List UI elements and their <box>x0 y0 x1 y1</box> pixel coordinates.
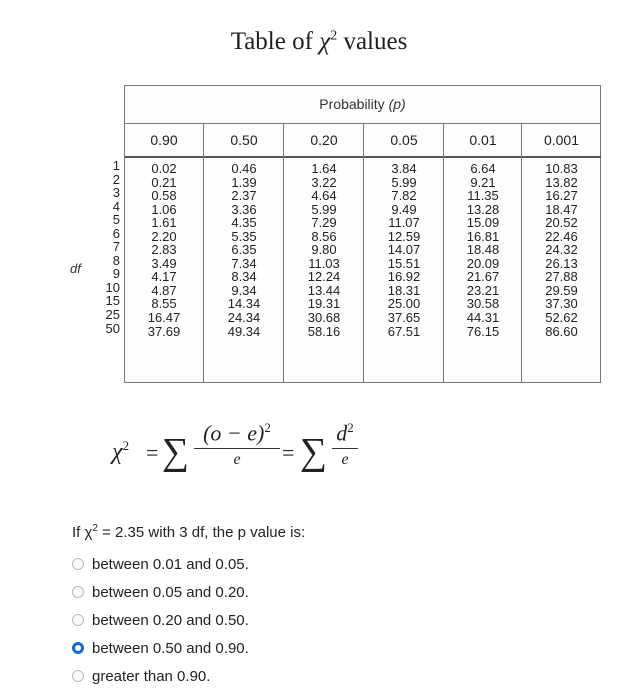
table-cell: 5.99 <box>391 174 417 190</box>
fraction-2-numerator: d <box>336 420 348 446</box>
table-cell: 13.82 <box>545 174 578 190</box>
table-cell: 5.35 <box>231 228 257 244</box>
answer-option-label: greater than 0.90. <box>92 667 211 685</box>
table-cell: 0.02 <box>151 161 177 176</box>
column-header: 0.20 <box>284 123 364 158</box>
table-cell: 19.31 <box>307 296 341 312</box>
table-cell: 8.55 <box>151 296 177 312</box>
table-cell: 49.34 <box>227 323 261 339</box>
table-cell: 24.32 <box>545 242 578 258</box>
formula-equals-2: = <box>282 440 295 465</box>
table-cell: 12.24 <box>307 269 341 285</box>
table-cell: 21.67 <box>466 269 500 285</box>
df-column <box>96 159 120 335</box>
table-cell: 3.36 <box>231 201 257 217</box>
column-header: 0.50 <box>204 123 284 158</box>
fraction-1-denominator: e <box>233 451 241 469</box>
df-value: 25 <box>105 307 120 323</box>
table-cell: 44.31 <box>466 310 500 326</box>
df-value: 9 <box>112 266 120 282</box>
probability-symbol: (p) <box>388 96 406 112</box>
table-cell: 1.39 <box>231 174 257 190</box>
column-header: 0.05 <box>364 123 444 158</box>
table-cell: 11.07 <box>388 215 420 231</box>
title-power: 2 <box>330 28 338 44</box>
table-cell: 30.68 <box>307 310 341 326</box>
prob-column <box>521 123 601 382</box>
title-suffix: values <box>343 28 408 55</box>
formula-lhs: $\chi^2$ <box>112 438 130 465</box>
df-value: 10 <box>105 279 120 295</box>
table-cell: 4.87 <box>151 282 177 298</box>
table-cell: 16.81 <box>466 228 500 244</box>
table-cell: 0.21 <box>151 174 177 190</box>
table-cell: 76.15 <box>466 323 500 339</box>
table-cell: 13.44 <box>307 282 341 298</box>
table-cell: 13.28 <box>466 201 500 217</box>
table-cell: 37.30 <box>545 296 578 312</box>
answer-option-label: between 0.20 and 0.50. <box>92 611 249 629</box>
table-cell: 16.27 <box>545 188 578 204</box>
table-cell: 37.65 <box>387 310 421 326</box>
table-cell: 9.34 <box>231 282 257 298</box>
table-cell: 4.64 <box>311 188 337 204</box>
column-header: 0.01 <box>444 123 522 158</box>
table-cell: 3.22 <box>311 174 337 190</box>
sigma-1: ∑ <box>162 431 190 473</box>
chi-square-table <box>124 85 601 383</box>
table-cell: 2.37 <box>231 188 257 204</box>
answer-option-label: between 0.05 and 0.20. <box>92 583 249 601</box>
df-value: 2 <box>112 171 120 187</box>
question-text: If $\chi^2 = 2.35$ with 3 df, the p value is: <box>72 523 306 541</box>
prob-column <box>203 123 284 382</box>
table-cell: 8.56 <box>311 228 337 244</box>
table-cell: 16.47 <box>147 310 181 326</box>
table-cell: 52.62 <box>545 310 578 326</box>
table-cell: 58.16 <box>307 323 341 339</box>
df-value: 15 <box>105 293 120 309</box>
df-value: 3 <box>112 185 120 201</box>
sigma-2: ∑ <box>300 431 328 473</box>
table-cell: 4.35 <box>231 215 257 231</box>
table-cell: 11.03 <box>308 255 340 271</box>
table-cell: 15.51 <box>387 255 421 271</box>
df-value: 4 <box>112 198 120 214</box>
answer-option[interactable] <box>72 606 249 634</box>
prob-column <box>443 123 522 382</box>
answer-option[interactable] <box>72 550 249 578</box>
table-cell: 8.34 <box>231 269 257 285</box>
title-prefix: Table of <box>230 28 313 55</box>
answer-option[interactable] <box>72 662 249 690</box>
table-cell: 12.59 <box>387 228 421 244</box>
table-cell: 1.61 <box>151 215 177 231</box>
answer-option[interactable] <box>72 634 249 662</box>
table-cell: 1.64 <box>311 161 337 176</box>
table-cell: 10.83 <box>545 161 578 176</box>
table-cell: 24.34 <box>227 310 261 326</box>
answer-option-label: between 0.01 and 0.05. <box>92 555 249 573</box>
table-cell: 18.47 <box>545 201 578 217</box>
answer-option-label: between 0.50 and 0.90. <box>92 639 249 657</box>
df-value: 8 <box>112 252 120 268</box>
table-cell: 5.99 <box>311 201 337 217</box>
probability-header <box>125 86 600 123</box>
table-cell: 86.60 <box>545 323 578 339</box>
radio-icon[interactable] <box>72 586 84 598</box>
table-cell: 30.58 <box>466 296 500 312</box>
df-value: 1 <box>112 158 120 173</box>
prob-column <box>283 123 364 382</box>
fraction-2-denominator: e <box>341 451 349 469</box>
table-cell: 6.64 <box>470 161 496 176</box>
df-value: 7 <box>112 239 120 255</box>
table-cell: 20.52 <box>545 215 578 231</box>
df-value: 50 <box>105 320 120 336</box>
table-cell: 14.07 <box>387 242 421 258</box>
table-cell: 7.34 <box>231 255 257 271</box>
table-cell: 20.09 <box>466 255 500 271</box>
table-cell: 0.46 <box>231 161 257 176</box>
df-label: df <box>70 261 81 276</box>
answer-option[interactable] <box>72 578 249 606</box>
df-value: 5 <box>112 212 120 228</box>
table-cell: 2.83 <box>151 242 177 258</box>
table-cell: 37.69 <box>147 323 181 339</box>
fraction-1-numerator: (o − e) <box>203 420 265 446</box>
table-cell: 27.88 <box>545 269 578 285</box>
table-cell: 16.92 <box>387 269 421 285</box>
table-cell: 3.49 <box>151 255 177 271</box>
page-title <box>0 28 638 56</box>
table-cell: 67.51 <box>387 323 421 339</box>
table-cell: 25.00 <box>387 296 421 312</box>
table-cell: 1.06 <box>151 201 177 217</box>
table-cell: 7.82 <box>391 188 417 204</box>
table-cell: 3.84 <box>391 161 417 176</box>
prob-column <box>363 123 444 382</box>
table-cell: 11.35 <box>467 188 499 204</box>
answer-options <box>72 550 249 690</box>
radio-icon[interactable] <box>72 670 84 682</box>
column-header: 0.90 <box>125 123 203 158</box>
table-cell: 18.31 <box>387 282 421 298</box>
table-cell: 2.20 <box>151 228 177 244</box>
fraction-2: $d^2$ e <box>332 420 358 469</box>
table-cell: 22.46 <box>545 228 578 244</box>
table-cell: 9.80 <box>311 242 337 258</box>
table-cell: 26.13 <box>545 255 578 271</box>
table-cell: 4.17 <box>151 269 177 285</box>
radio-icon[interactable] <box>72 558 84 570</box>
prob-column <box>125 123 203 382</box>
table-cell: 0.58 <box>151 188 177 204</box>
title-chi-symbol: χ <box>319 28 331 55</box>
fraction-1: $(o - e)^2$ e <box>194 420 280 469</box>
table-cell: 9.21 <box>470 174 496 190</box>
table-cell: 29.59 <box>545 282 578 298</box>
table-cell: 15.09 <box>466 215 500 231</box>
table-cell: 18.48 <box>466 242 500 258</box>
probability-label: Probability <box>319 96 385 112</box>
df-value: 6 <box>112 225 120 241</box>
table-cell: 14.34 <box>227 296 261 312</box>
table-cell: 9.49 <box>391 201 417 217</box>
radio-icon[interactable] <box>72 614 84 626</box>
table-cell: 6.35 <box>231 242 257 258</box>
formula-equals-1: = <box>146 440 159 465</box>
radio-selected-icon[interactable] <box>72 642 84 654</box>
column-header: 0.001 <box>522 123 601 158</box>
table-cell: 7.29 <box>311 215 337 231</box>
table-cell: 23.21 <box>466 282 500 298</box>
